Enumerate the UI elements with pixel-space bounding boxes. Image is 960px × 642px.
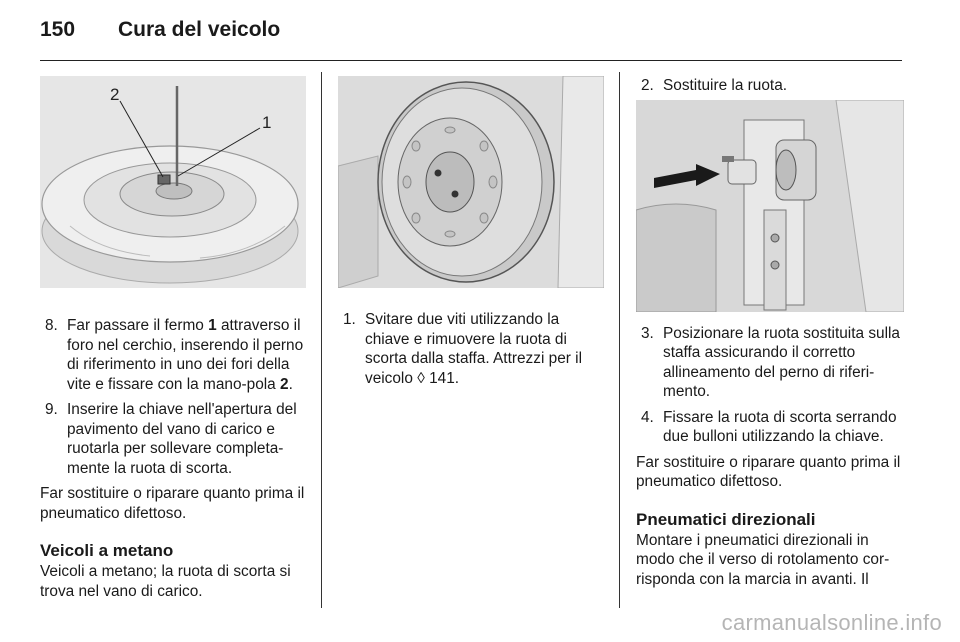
column-3 [636, 76, 904, 595]
steps-list [338, 310, 604, 388]
figure-bracket-mounting [636, 100, 904, 312]
figure-spare-wheel-top [40, 76, 306, 288]
page-ref-icon: ◊ [417, 369, 425, 387]
section-paragraph: Montare i pneumatici direzionali in modo che il verso di rotolamento cor-risponda con la marcia in avanti. Il [636, 531, 890, 588]
step-number: 8. [45, 317, 58, 334]
paragraph: Far sostituire o riparare quanto prima il pneumatico difettoso. [40, 485, 305, 522]
paragraph: Far sostituire o riparare quanto prima il pneumatico difettoso. [636, 453, 901, 490]
page-ref: 141. [424, 369, 460, 387]
column-divider-right [619, 72, 620, 608]
callout-1: 1 [262, 113, 272, 132]
watermark: carmanualsonline.info [721, 610, 942, 635]
step-number: 9. [45, 401, 58, 418]
step-8: 8. Far passare il fermo 1 attraverso il foro nel cerchio, inserendo il perno di riferimento in uno dei fori della vite e fissare con la mano-pola 2. [45, 317, 304, 393]
section-heading: Pneumatici direzionali [636, 509, 816, 529]
callout-2: 2 [110, 85, 120, 104]
page-number: 150 [40, 18, 76, 41]
section-paragraph: Veicoli a metano; la ruota di scorta si trova nel vano di carico. [40, 563, 291, 600]
column-1 [40, 76, 306, 607]
step-9: 9. Inserire la chiave nell'apertura del pavimento del vano di carico e ruotarla per sollevare completa-mente la ruota di scorta. [45, 401, 297, 477]
step-number: 1. [343, 311, 356, 328]
column-2 [338, 76, 604, 394]
column-divider-left [321, 72, 322, 608]
step-1: 1. Svitare due viti utilizzando la chiave e rimuovere la ruota di scorta dalla staffa. Attrezzi per il veicolo ◊ 141. [343, 311, 582, 387]
steps-list [636, 324, 904, 447]
page-header [40, 18, 280, 42]
section-heading: Veicoli a metano [40, 541, 174, 560]
step-3: 3. Posizionare la ruota sostituita sulla staffa assicurando il corretto allineamento del perno di riferi-mento. [641, 324, 900, 400]
step-number: 4. [641, 408, 654, 426]
steps-list [40, 316, 306, 478]
step-number: 3. [641, 324, 654, 342]
step-2: 2. Sostituire la ruota. [641, 77, 788, 94]
step-4: 4. Fissare la ruota di scorta serrando due bulloni utilizzando la chiave. [641, 408, 897, 445]
figure-spare-wheel-bracket [338, 76, 604, 288]
steps-list [636, 76, 904, 96]
step-number: 2. [641, 77, 654, 94]
header-rule [40, 60, 902, 61]
page-title: Cura del veicolo [118, 18, 281, 41]
